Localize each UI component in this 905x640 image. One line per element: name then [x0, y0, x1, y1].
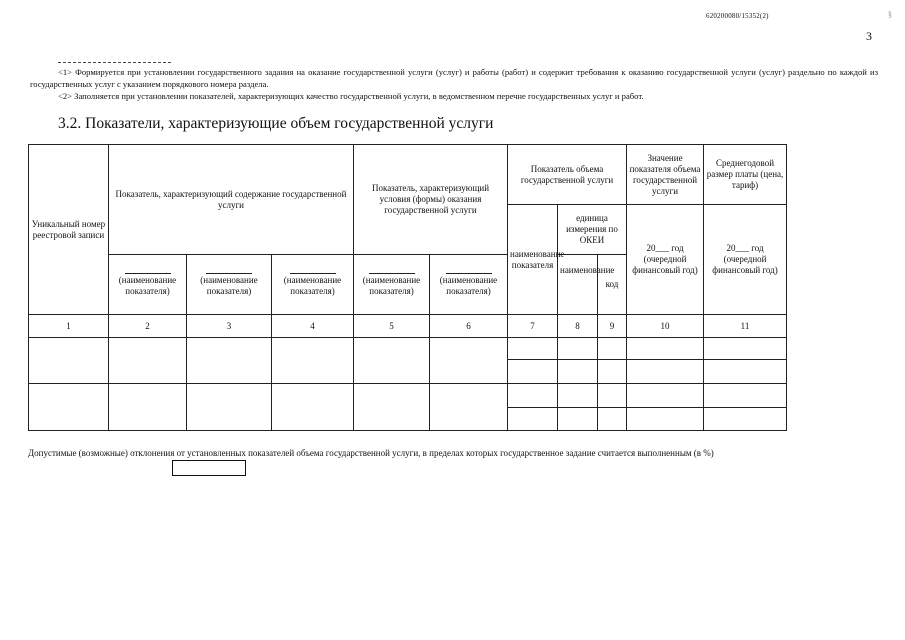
document-id: 620200080/15352(2)	[706, 12, 769, 20]
table-cell[interactable]	[272, 338, 354, 384]
header-volume-indicator: Показатель объема государственной услуги	[508, 145, 627, 205]
header-unit-okei: единица измерения по ОКЕИ	[558, 205, 627, 255]
table-cell[interactable]	[598, 384, 627, 408]
header-unique-number: Уникальный номер реестровой записи	[29, 145, 109, 315]
table-cell[interactable]	[109, 384, 187, 431]
table-cell[interactable]	[627, 384, 704, 408]
col-number: 7	[508, 315, 558, 338]
subheader-name-col2: (наименование показателя)	[109, 255, 187, 315]
table-cell[interactable]	[627, 338, 704, 360]
subheader-name-col3: (наименование показателя)	[187, 255, 272, 315]
table-cell[interactable]	[704, 338, 787, 360]
table-cell[interactable]	[704, 360, 787, 384]
table-cell[interactable]	[430, 384, 508, 431]
section-title: 3.2. Показатели, характеризующие объем государственной услуги	[58, 115, 494, 132]
col-number: 9	[598, 315, 627, 338]
table-cell[interactable]	[508, 384, 558, 408]
table-cell[interactable]	[598, 360, 627, 384]
table-cell[interactable]	[354, 384, 430, 431]
page-number: 3	[866, 29, 872, 43]
footnote-2: <2> Заполняется при установлении показателей, характеризующих качество государственной услуги, в ведомственном перечне государственных услуг и работ.	[58, 91, 644, 101]
table-cell[interactable]	[598, 408, 627, 431]
table-cell[interactable]	[354, 338, 430, 384]
table-cell[interactable]	[187, 338, 272, 384]
header-year-average: 20___ год (очередной финансовый год)	[704, 205, 787, 315]
table-cell[interactable]	[598, 338, 627, 360]
col-number: 1	[29, 315, 109, 338]
table-cell[interactable]	[430, 338, 508, 384]
header-content-indicator: Показатель, характеризующий содержание государственной услуги	[109, 145, 354, 255]
col-number: 11	[704, 315, 787, 338]
table-cell[interactable]	[704, 408, 787, 431]
col-number: 2	[109, 315, 187, 338]
deviation-input-box[interactable]	[172, 460, 246, 476]
subheader-name-col4: (наименование показателя)	[272, 255, 354, 315]
footnote-separator	[58, 62, 171, 63]
col-number: 3	[187, 315, 272, 338]
subheader-name-col5: (наименование показателя)	[354, 255, 430, 315]
col-number: 8	[558, 315, 598, 338]
table-cell[interactable]	[558, 360, 598, 384]
col-number: 6	[430, 315, 508, 338]
table-cell[interactable]	[508, 338, 558, 360]
table-cell[interactable]	[272, 384, 354, 431]
volume-indicators-table	[28, 144, 787, 431]
col-number: 10	[627, 315, 704, 338]
header-unit-name: наименование	[558, 255, 598, 315]
corner-mark: §	[888, 10, 892, 19]
table-cell[interactable]	[508, 360, 558, 384]
table-cell[interactable]	[109, 338, 187, 384]
header-unit-code: код	[598, 255, 627, 315]
header-average-fee: Среднегодовой размер платы (цена, тариф)	[704, 145, 787, 205]
table-cell[interactable]	[558, 384, 598, 408]
table-cell[interactable]	[558, 408, 598, 431]
footnote-1: <1> Формируется при установлении государственного задания на оказание государственной услуги (услуг) и работы (работ) и содержит требования к оказанию государственной услуги (услуг) раздельно по каждой из государственных услуг с указанием порядкового номера раздела.	[30, 67, 878, 89]
header-conditions-indicator: Показатель, характеризующий условия (формы) оказания государственной услуги	[354, 145, 508, 255]
col-number: 5	[354, 315, 430, 338]
table-cell[interactable]	[187, 384, 272, 431]
table-cell[interactable]	[29, 338, 109, 384]
header-volume-name: наименование показателя	[508, 205, 558, 315]
header-volume-value: Значение показателя объема государственной услуги	[627, 145, 704, 205]
deviation-label: Допустимые (возможные) отклонения от установленных показателей объема государственной услуги, в пределах которых государственное задание считается выполненным (в %)	[28, 448, 714, 458]
table-cell[interactable]	[508, 408, 558, 431]
table-cell[interactable]	[29, 384, 109, 431]
table-cell[interactable]	[627, 408, 704, 431]
subheader-name-col6: (наименование показателя)	[430, 255, 508, 315]
col-number: 4	[272, 315, 354, 338]
header-year-value: 20___ год (очередной финансовый год)	[627, 205, 704, 315]
table-cell[interactable]	[627, 360, 704, 384]
table-cell[interactable]	[558, 338, 598, 360]
table-cell[interactable]	[704, 384, 787, 408]
